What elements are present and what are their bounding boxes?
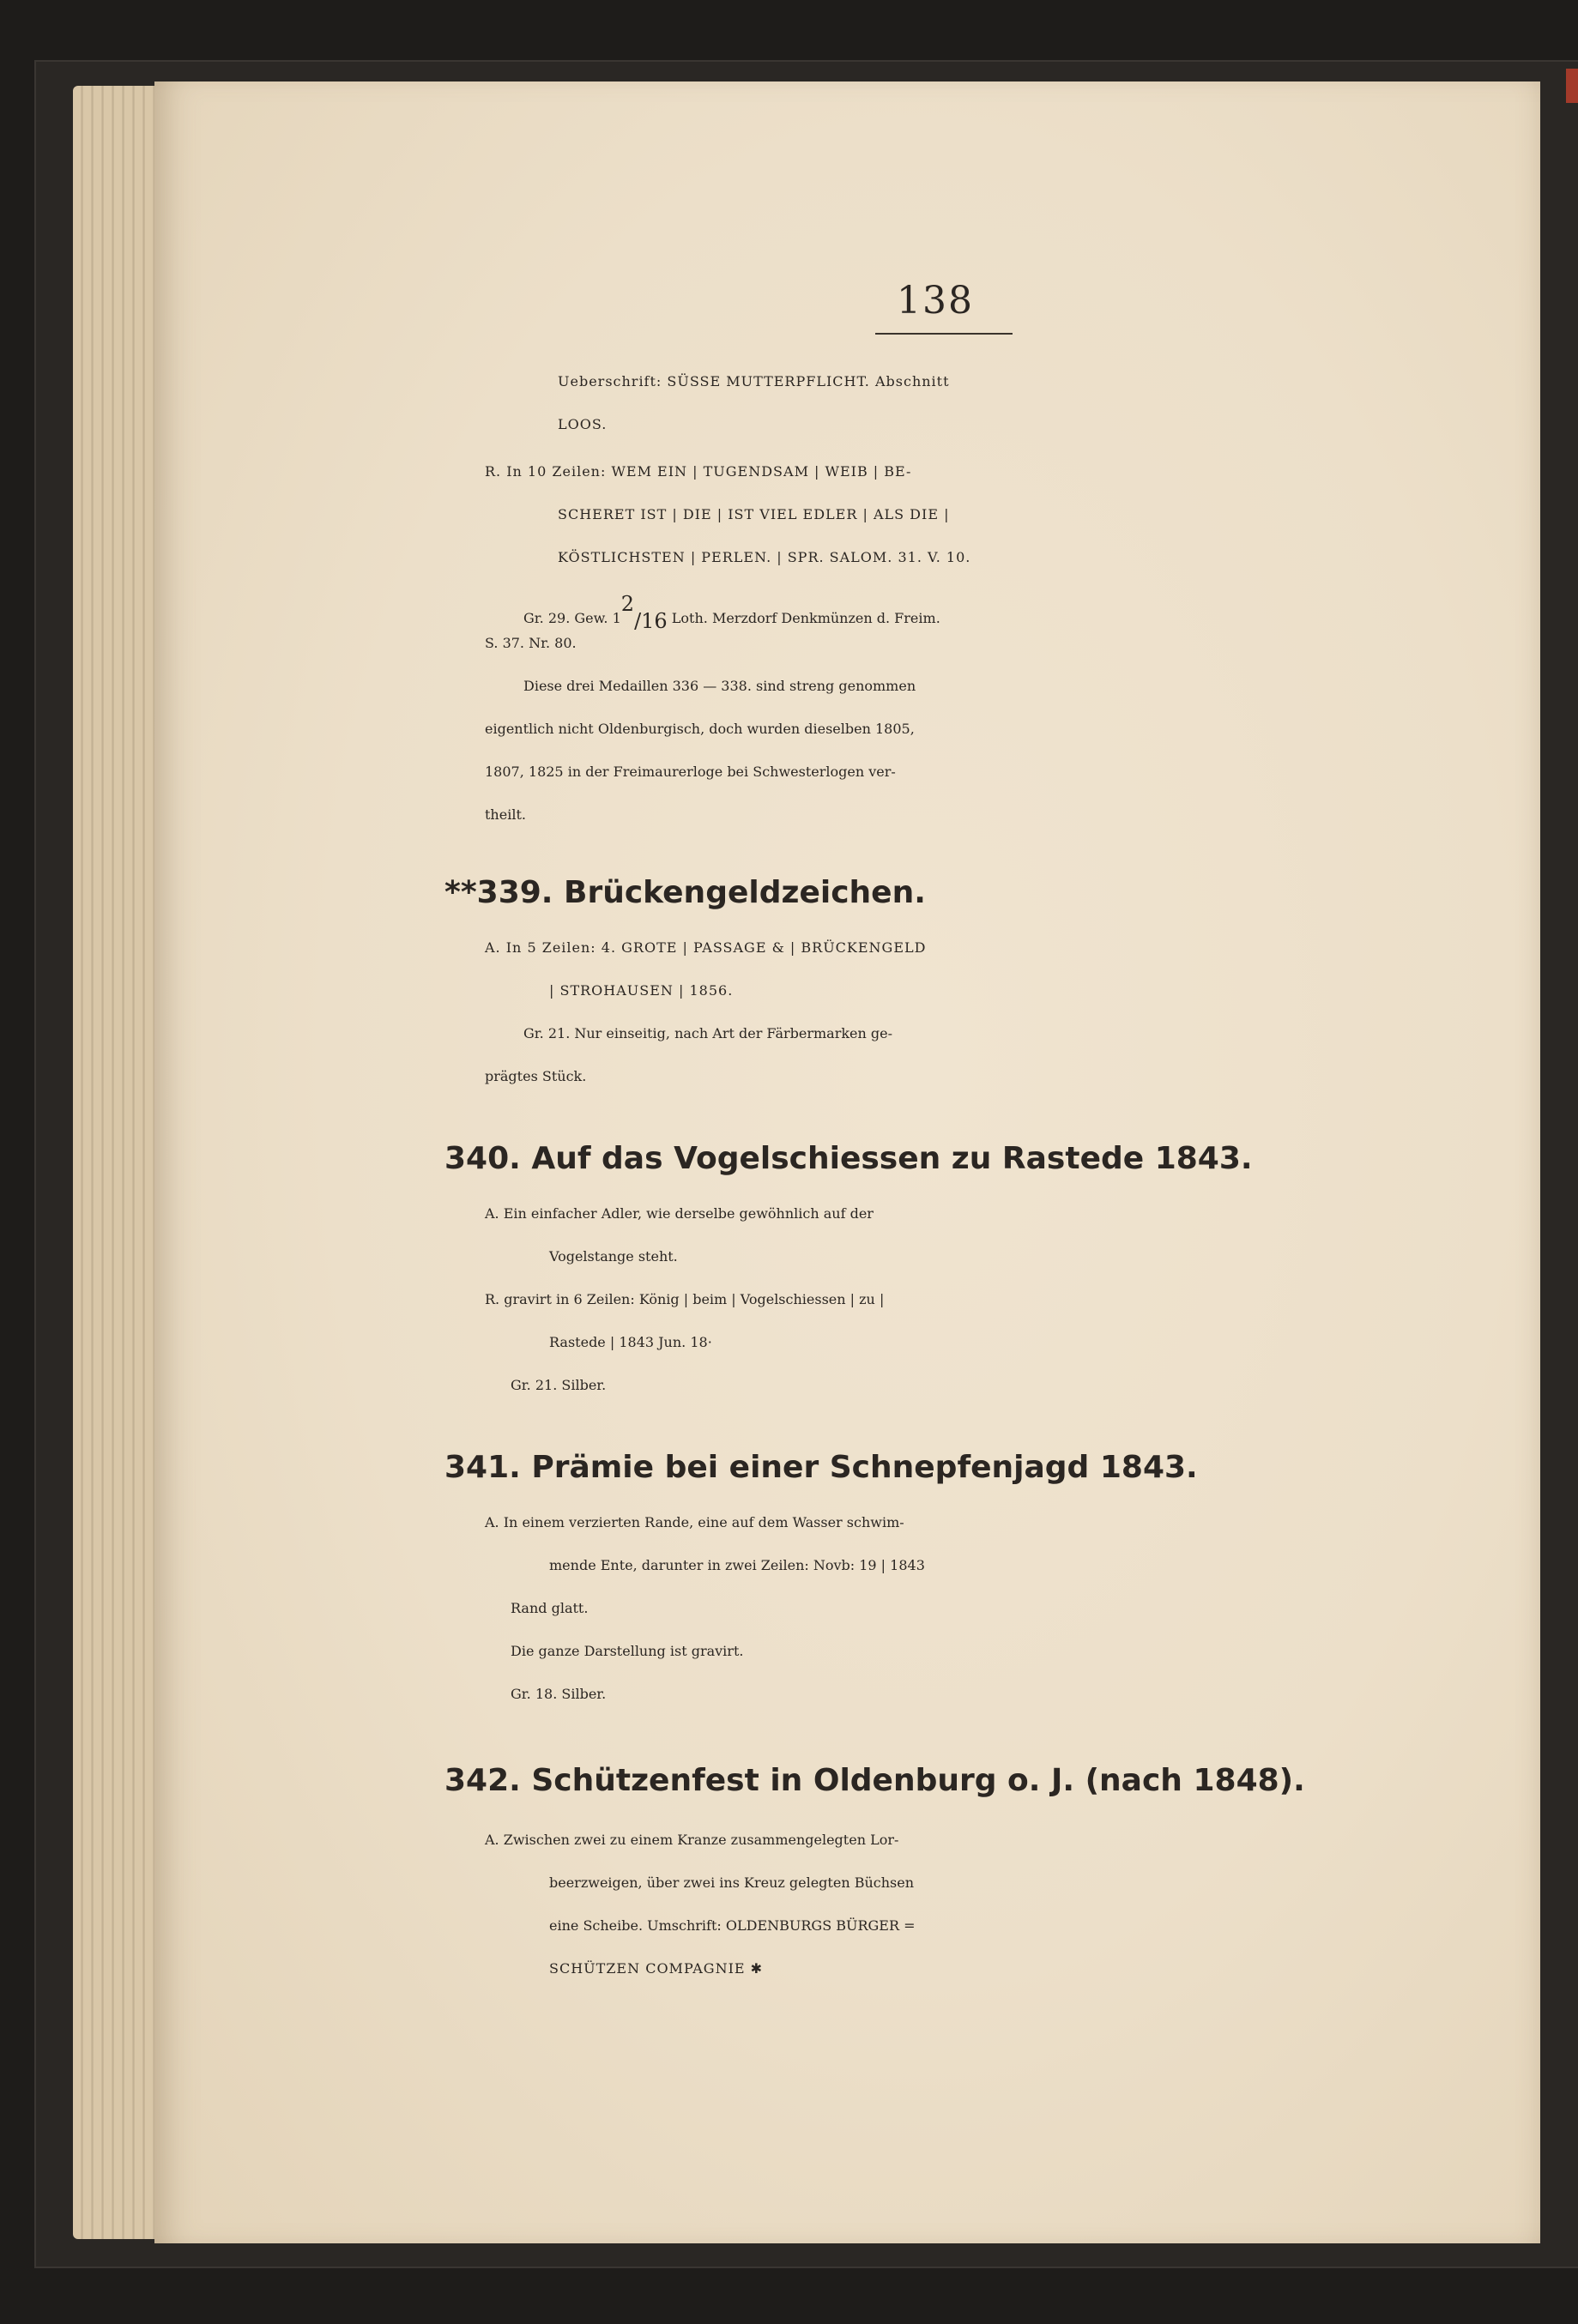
text-line: mende Ente, darunter in zwei Zeilen: Novb: 19 | 1843 (549, 1557, 925, 1573)
text-line: beerzweigen, über zwei ins Kreuz gelegten Büchsen (549, 1874, 915, 1891)
cover-red-edge (1566, 69, 1578, 103)
text-line: KÖSTLICHSTEN | PERLEN. | SPR. SALOM. 31. V. 10. (558, 549, 971, 565)
text-line: SCHERET IST | DIE | IST VIEL EDLER | ALS DIE | (558, 506, 950, 522)
text-line: A. Ein einfacher Adler, wie derselbe gewöhnlich auf der (485, 1205, 874, 1222)
text-line: Vogelstange steht. (549, 1248, 678, 1265)
text-line: Die ganze Darstellung ist gravirt. (511, 1643, 744, 1659)
text-line: R. gravirt in 6 Zeilen: König | beim | Vogelschiessen | zu | (485, 1291, 885, 1307)
text-line: R. In 10 Zeilen: WEM EIN | TUGENDSAM | WEIB | BE- (485, 463, 912, 480)
text-line: Ueberschrift: SÜSSE MUTTERPFLICHT. Abschnitt (558, 373, 950, 389)
section-heading: 342. Schützenfest in Oldenburg o. J. (nach 1848). (444, 1763, 1305, 1798)
text-line: Rastede | 1843 Jun. 18· (549, 1334, 712, 1350)
text-line: theilt. (485, 806, 526, 823)
text-line: Gr. 29. Gew. 12/16 Loth. Merzdorf Denkmünzen d. Freim. (523, 592, 940, 633)
page-number: 138 (897, 279, 974, 323)
text-line: S. 37. Nr. 80. (485, 635, 577, 651)
text-line: SCHÜTZEN COMPAGNIE ✱ (549, 1960, 764, 1977)
text-line: A. In einem verzierten Rande, eine auf dem Wasser schwim- (485, 1514, 904, 1530)
text-line: Diese drei Medaillen 336 — 338. sind streng genommen (523, 678, 916, 694)
text-line: Gr. 18. Silber. (511, 1686, 607, 1702)
section-heading: 340. Auf das Vogelschiessen zu Rastede 1843. (444, 1141, 1253, 1176)
text-line: prägtes Stück. (485, 1068, 587, 1084)
section-heading: 341. Prämie bei einer Schnepfenjagd 1843. (444, 1450, 1198, 1485)
text-line: LOOS. (558, 416, 608, 432)
text-line: A. In 5 Zeilen: 4. GROTE | PASSAGE & | BRÜCKENGELD (485, 939, 927, 956)
text-line: eigentlich nicht Oldenburgisch, doch wurden dieselben 1805, (485, 721, 915, 737)
page-number-rule (875, 333, 1013, 335)
text-line: | STROHAUSEN | 1856. (549, 982, 734, 999)
text-line: Gr. 21. Silber. (511, 1377, 607, 1393)
text-line: Gr. 21. Nur einseitig, nach Art der Färbermarken ge- (523, 1025, 893, 1041)
text-line: eine Scheibe. Umschrift: OLDENBURGS BÜRGER = (549, 1917, 916, 1934)
section-heading: **339. Brückengeldzeichen. (444, 875, 926, 910)
text-line: A. Zwischen zwei zu einem Kranze zusammengelegten Lor- (485, 1832, 899, 1848)
text-line: 1807, 1825 in der Freimaurerloge bei Schwesterlogen ver- (485, 764, 896, 780)
text-line: Rand glatt. (511, 1600, 589, 1616)
